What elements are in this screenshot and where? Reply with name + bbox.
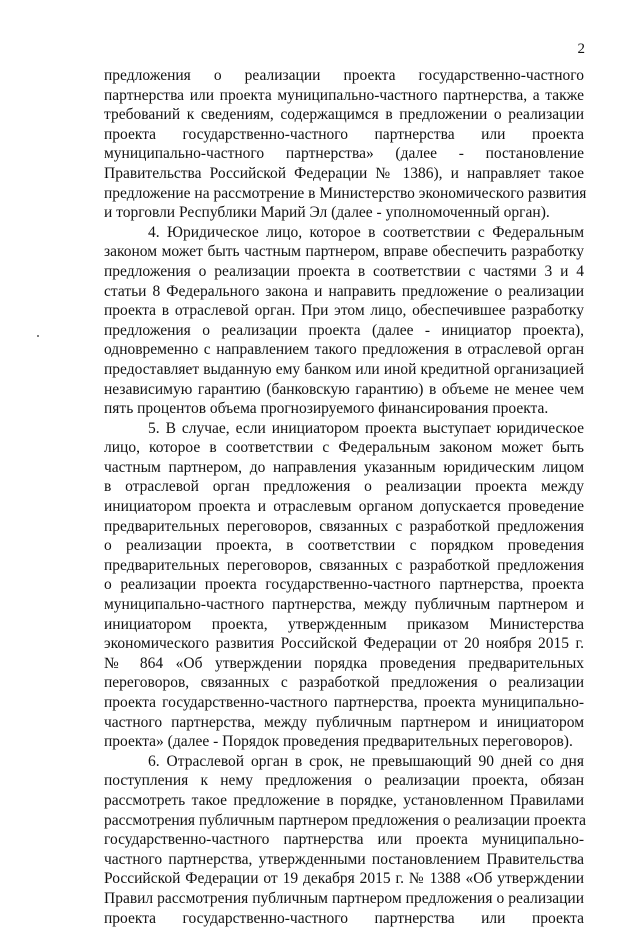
text-line: государственно-частного партнерства или проекта муниципально-: [104, 831, 584, 849]
text-line: проекта государственно-частного партнерства или проекта: [104, 909, 584, 927]
text-line: предложения о реализации проекта в соответствии с частями 3 и 4: [104, 262, 584, 280]
text-line: инициатором проекта, утвержденным приказом Министерства: [104, 615, 584, 633]
text-line: лицо, которое в соответствии с Федеральным законом может быть: [104, 439, 584, 457]
text-line: пять процентов объема прогнозируемого финансирования проекта.: [104, 400, 549, 418]
text-line: статьи 8 Федерального закона и направить предложение о реализации: [104, 282, 584, 300]
text-line: предложения о реализации проекта (далее - инициатор проекта),: [104, 321, 584, 339]
scan-speck: [37, 335, 39, 337]
paragraph-p6: [104, 752, 587, 928]
document-body: [104, 66, 587, 928]
text-line: законом может быть частным партнером, вправе обеспечить разработку: [104, 243, 584, 261]
text-line: предложение на рассмотрение в Министерство экономического развития: [104, 184, 587, 202]
text-line: 4. Юридическое лицо, которое в соответствии с Федеральным: [148, 223, 584, 241]
text-line: проекта государственно-частного партнерства, проекта муниципально-: [104, 694, 584, 711]
text-line: экономического развития Российской Федерации от 20 ноября 2015 г.: [104, 635, 584, 653]
paragraph-p5: [104, 419, 584, 752]
text-line: муниципально-частного партнерства» (далее - постановление: [104, 145, 584, 163]
text-line: предложения о реализации проекта государственно-частного: [104, 67, 584, 84]
text-line: Правил рассмотрения публичным партнером предложения о реализации: [104, 889, 584, 907]
text-line: независимую гарантию (банковскую гарантию) в объеме не менее чем: [104, 380, 584, 398]
text-line: частного партнерства, утвержденными постановлением Правительства: [104, 850, 584, 868]
text-line: требований к сведениям, содержащимся в предложении о реализации: [104, 106, 584, 124]
text-line: поступления к нему предложения о реализации проекта, обязан: [104, 772, 584, 790]
text-line: предоставляет выданную ему банком или иной кредитной организацией: [104, 360, 584, 378]
text-line: 5. В случае, если инициатором проекта выступает юридическое: [148, 419, 584, 437]
page-number: 2: [577, 41, 585, 57]
text-line: частным партнером, до направления указанным юридическим лицом: [104, 458, 584, 476]
paragraph-p3-continuation: [104, 66, 587, 223]
text-line: предварительных переговоров, связанных с разработкой предложения: [104, 517, 584, 535]
text-line: рассмотреть такое предложение в порядке, установленном Правилами: [104, 791, 584, 809]
text-line: и торговли Республики Марий Эл (далее - уполномоченный орган).: [104, 204, 550, 222]
paragraph-p4: [104, 223, 584, 419]
text-line: № 864 «Об утверждении порядка проведения предварительных: [104, 654, 584, 672]
text-line: инициатором проекта и отраслевым органом допускается проведение: [104, 498, 584, 516]
text-line: частного партнерства, между публичным партнером и инициатором: [104, 713, 584, 731]
text-line: одновременно с направлением такого предложения в отраслевой орган: [104, 341, 584, 359]
text-line: проекта в отраслевой орган. При этом лицо, обеспечившее разработку: [104, 302, 584, 320]
text-line: переговоров, связанных с разработкой предложения о реализации: [104, 674, 584, 692]
text-line: проекта государственно-частного партнерства или проекта: [104, 125, 584, 143]
text-line: рассмотрения публичным партнером предложения о реализации проекта: [104, 811, 587, 829]
text-line: Правительства Российской Федерации № 1386), и направляет такое: [104, 164, 584, 182]
text-line: о реализации проекта, в соответствии с порядком проведения: [104, 537, 584, 555]
text-line: о реализации проекта государственно-частного партнерства, проекта: [104, 576, 584, 594]
text-line: 6. Отраслевой орган в срок, не превышающий 90 дней со дня: [148, 752, 584, 770]
text-line: в отраслевой орган предложения о реализации проекта между: [104, 478, 584, 496]
text-line: проекта» (далее - Порядок проведения предварительных переговоров).: [104, 733, 573, 751]
text-line: муниципально-частного партнерства, между публичным партнером и: [104, 596, 584, 614]
text-line: предварительных переговоров, связанных с разработкой предложения: [104, 556, 584, 574]
text-line: Российской Федерации от 19 декабря 2015 г. № 1388 «Об утверждении: [104, 870, 584, 888]
text-line: партнерства или проекта муниципально-частного партнерства, а также: [104, 86, 584, 104]
